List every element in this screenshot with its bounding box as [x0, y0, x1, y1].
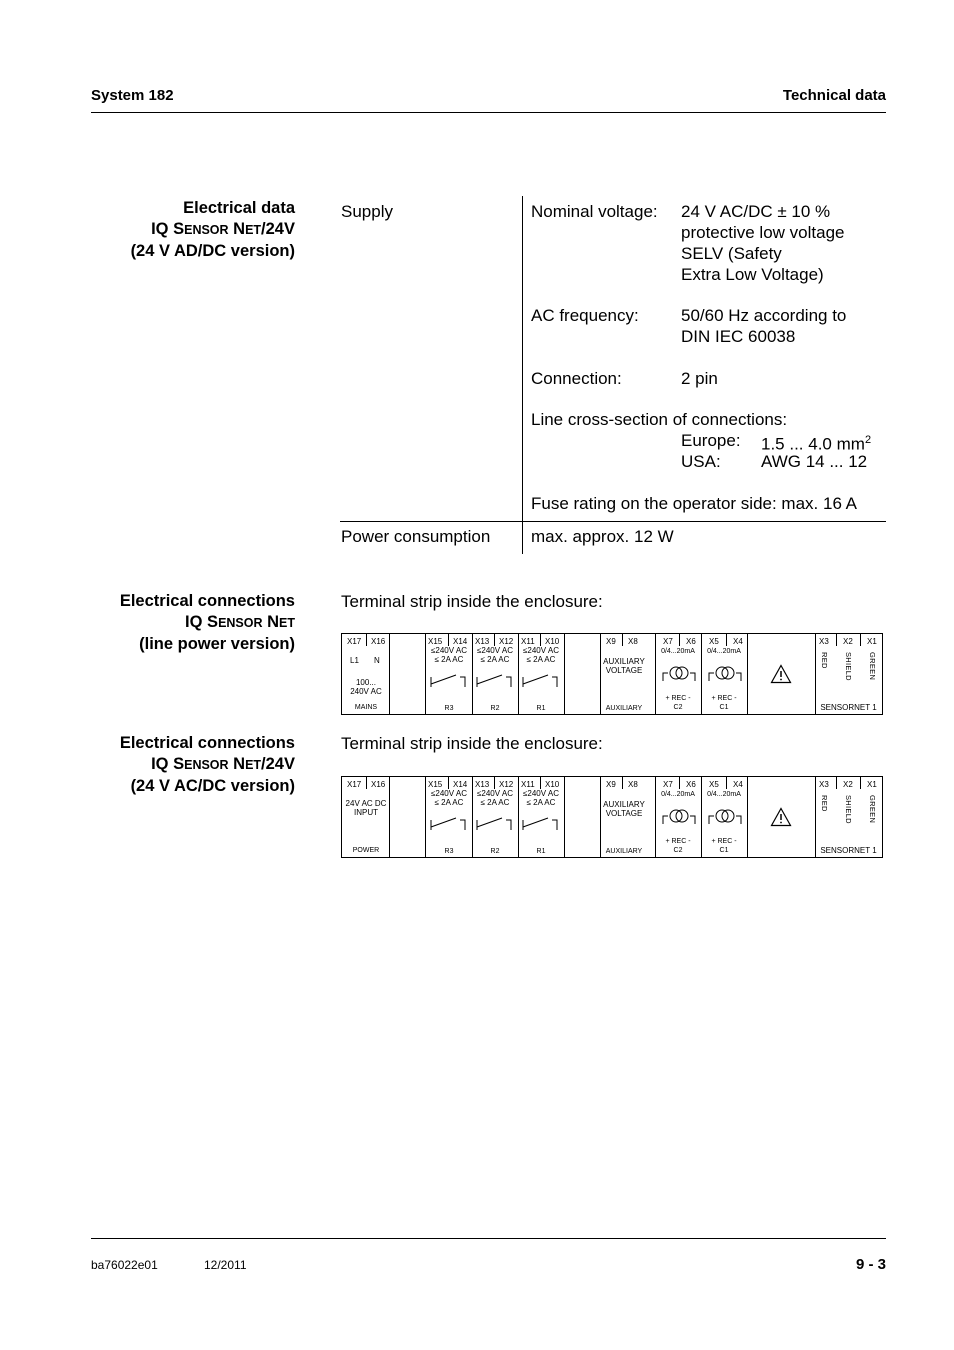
relay-r2-rating: ≤240V AC ≤ 2A AC — [477, 646, 513, 664]
mains-label: MAINS — [354, 704, 378, 711]
relay-r2-switch-icon — [476, 815, 514, 831]
nominal-voltage-label: Nominal voltage: — [531, 202, 658, 221]
header-left: System 182 — [91, 87, 174, 104]
table-divider — [522, 196, 523, 554]
relay-r2-switch-icon — [476, 672, 514, 688]
terminal-x11: X11 — [521, 637, 535, 646]
connection-value: 2 pin — [681, 369, 718, 388]
terminal-x11: X11 — [521, 780, 535, 789]
terminal-x15: X15 — [428, 780, 443, 789]
terminal-x12: X12 — [499, 780, 514, 789]
relay-r2-label: R2 — [490, 705, 500, 712]
rec-c2-label: + REC - C2 — [665, 838, 691, 854]
relay-r1-switch-icon — [522, 815, 560, 831]
relay-r3-label: R3 — [444, 705, 454, 712]
auxiliary-voltage-label: AUXILIARY VOLTAGE — [603, 657, 645, 675]
section3-heading-line3: (24 V AC/DC version) — [130, 777, 295, 795]
ac-frequency-value: 50/60 Hz according to DIN IEC 60038 — [681, 306, 847, 346]
supply-label: Supply — [341, 202, 393, 221]
auxiliary-label: AUXILIARY — [605, 705, 643, 712]
rec-c1-current-source-icon — [708, 664, 742, 682]
terminal-strip-line-power — [341, 633, 883, 715]
section3-heading-line1: Electrical connections — [119, 734, 295, 752]
footer-doc-id: ba76022e01 — [91, 1258, 158, 1272]
sensornet-red-label: RED — [820, 652, 829, 669]
terminal-x9: X9 — [606, 780, 616, 789]
sensornet-green-label: GREEN — [868, 795, 877, 824]
fuse-rating: Fuse rating on the operator side: max. 16 A — [531, 494, 858, 513]
terminal-x9: X9 — [606, 637, 616, 646]
terminal-x14: X14 — [453, 637, 468, 646]
page-number: 9 - 3 — [855, 1256, 886, 1273]
section2-heading-line3: (line power version) — [139, 635, 295, 653]
section1-heading-line2: IQ SENSOR NET/24V — [151, 220, 295, 238]
sensornet-label: SENSORNET 1 — [820, 846, 877, 855]
terminal-x14: X14 — [453, 780, 468, 789]
terminal-x8: X8 — [628, 637, 638, 646]
auxiliary-voltage-label: AUXILIARY VOLTAGE — [603, 800, 645, 818]
rec-c2-current-source-icon — [662, 807, 696, 825]
terminal-x17: X17 — [347, 780, 362, 789]
section2-caption: Terminal strip inside the enclosure: — [341, 592, 603, 611]
header-rule — [91, 112, 886, 113]
terminal-x17: X17 — [347, 637, 362, 646]
power-consumption-value: max. approx. 12 W — [531, 527, 674, 546]
terminal-x1: X1 — [867, 780, 877, 789]
connection-label: Connection: — [531, 369, 622, 388]
warning-triangle-icon — [770, 807, 792, 827]
europe-label: Europe: — [681, 431, 741, 450]
terminal-x4: X4 — [733, 780, 743, 789]
section1-heading-line1: Electrical data — [183, 199, 295, 217]
power-label: POWER — [352, 847, 380, 854]
sensornet-label: SENSORNET 1 — [820, 703, 877, 712]
terminal-x2: X2 — [843, 637, 853, 646]
power-consumption-label: Power consumption — [341, 527, 491, 546]
usa-label: USA: — [681, 452, 721, 471]
nominal-voltage-value: 24 V AC/DC ± 10 % protective low voltage SELV (Safety Extra Low Voltage) — [681, 202, 845, 284]
rec-c1-range: 0/4...20mA — [707, 648, 741, 655]
section3-caption: Terminal strip inside the enclosure: — [341, 734, 603, 753]
rec-c2-range: 0/4...20mA — [661, 648, 695, 655]
relay-r1-switch-icon — [522, 672, 560, 688]
section1-heading-line3: (24 V AD/DC version) — [130, 242, 295, 260]
rec-c1-label: + REC - C1 — [711, 695, 737, 711]
terminal-l1: L1 — [350, 656, 359, 665]
sensornet-red-label: RED — [820, 795, 829, 812]
ac-frequency-label: AC frequency: — [531, 306, 639, 325]
section3-heading-line2: IQ SENSOR NET/24V — [151, 755, 295, 773]
sensornet-shield-label: SHIELD — [844, 652, 853, 681]
relay-r1-label: R1 — [536, 848, 546, 855]
mains-range: 100... 240V AC — [350, 678, 382, 696]
terminal-x13: X13 — [475, 637, 490, 646]
relay-r2-rating: ≤240V AC ≤ 2A AC — [477, 789, 513, 807]
relay-r1-label: R1 — [536, 705, 546, 712]
table-row-rule — [340, 521, 886, 522]
rec-c2-range: 0/4...20mA — [661, 791, 695, 798]
rec-c1-current-source-icon — [708, 807, 742, 825]
section2-heading-line2: IQ SENSOR NET — [185, 613, 295, 631]
cross-section-label: Line cross-section of connections: — [531, 410, 788, 429]
terminal-x12: X12 — [499, 637, 514, 646]
section2-heading-line1: Electrical connections — [119, 592, 295, 610]
terminal-x1: X1 — [867, 637, 877, 646]
relay-r3-rating: ≤240V AC ≤ 2A AC — [431, 646, 467, 664]
section1-heading — [131, 198, 295, 262]
terminal-x16: X16 — [371, 637, 386, 646]
relay-r3-rating: ≤240V AC ≤ 2A AC — [431, 789, 467, 807]
relay-r2-label: R2 — [490, 848, 500, 855]
terminal-x15: X15 — [428, 637, 443, 646]
rec-c1-label: + REC - C1 — [711, 838, 737, 854]
terminal-x6: X6 — [686, 637, 696, 646]
terminal-x3: X3 — [819, 637, 829, 646]
footer-rule — [91, 1238, 886, 1239]
terminal-x2: X2 — [843, 780, 853, 789]
terminal-x3: X3 — [819, 780, 829, 789]
terminal-x6: X6 — [686, 780, 696, 789]
power-input-label: 24V AC DC INPUT — [345, 799, 387, 817]
relay-r1-rating: ≤240V AC ≤ 2A AC — [523, 789, 559, 807]
terminal-x8: X8 — [628, 780, 638, 789]
header-right: Technical data — [782, 87, 886, 104]
relay-r3-switch-icon — [430, 672, 468, 688]
rec-c2-current-source-icon — [662, 664, 696, 682]
terminal-n: N — [374, 656, 380, 665]
relay-r3-switch-icon — [430, 815, 468, 831]
terminal-x10: X10 — [545, 780, 560, 789]
rec-c1-range: 0/4...20mA — [707, 791, 741, 798]
rec-c2-label: + REC - C2 — [665, 695, 691, 711]
sensornet-shield-label: SHIELD — [844, 795, 853, 824]
terminal-strip-24v — [341, 776, 883, 858]
terminal-x5: X5 — [709, 780, 719, 789]
warning-triangle-icon — [770, 664, 792, 684]
sensornet-green-label: GREEN — [868, 652, 877, 681]
usa-value: AWG 14 ... 12 — [761, 452, 868, 471]
terminal-x4: X4 — [733, 637, 743, 646]
terminal-x5: X5 — [709, 637, 719, 646]
relay-r1-rating: ≤240V AC ≤ 2A AC — [523, 646, 559, 664]
terminal-x7: X7 — [663, 780, 673, 789]
footer-date: 12/2011 — [204, 1258, 247, 1272]
terminal-x13: X13 — [475, 780, 490, 789]
relay-r3-label: R3 — [444, 848, 454, 855]
auxiliary-label: AUXILIARY — [605, 848, 643, 855]
terminal-x10: X10 — [545, 637, 560, 646]
section3-heading — [120, 733, 295, 797]
europe-value: 1.5 ... 4.0 $mm^2$ — [761, 434, 872, 454]
section2-heading — [120, 591, 295, 655]
terminal-x7: X7 — [663, 637, 673, 646]
terminal-x16: X16 — [371, 780, 386, 789]
